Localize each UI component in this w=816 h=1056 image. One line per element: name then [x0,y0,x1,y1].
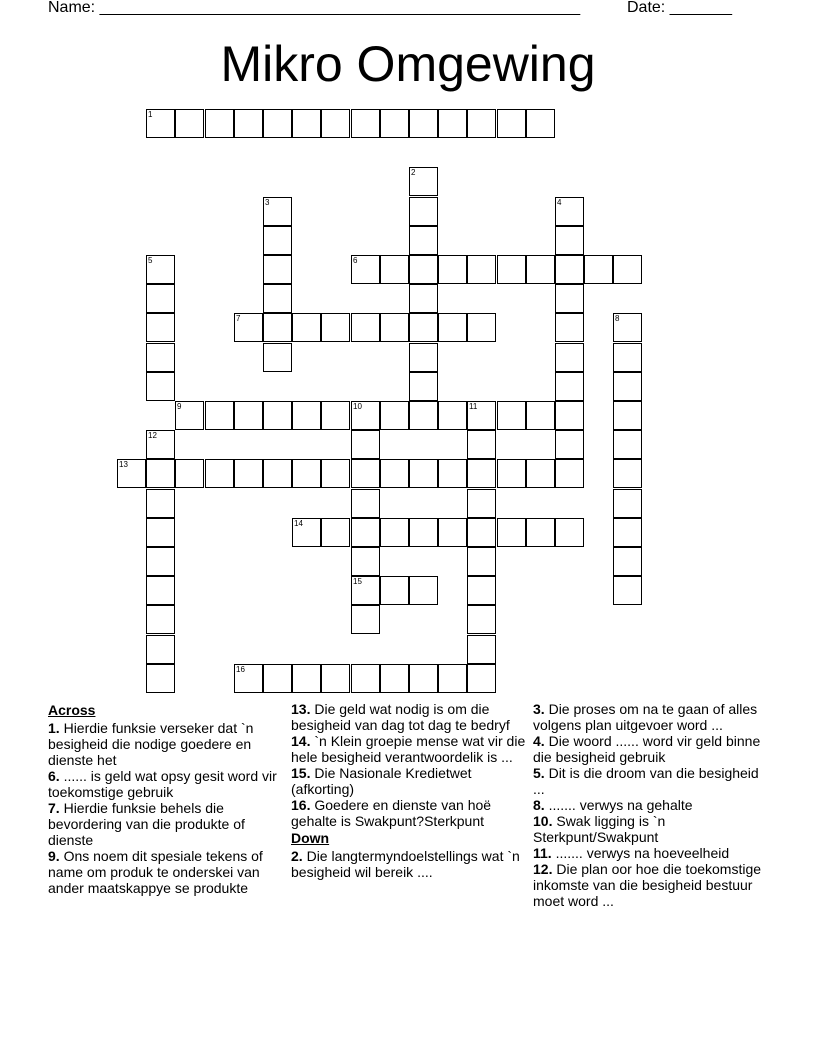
grid-cell[interactable] [613,547,642,576]
grid-cell[interactable] [438,664,467,693]
grid-cell[interactable] [175,459,204,488]
grid-cell[interactable] [467,635,496,664]
grid-cell[interactable] [380,313,409,342]
grid-cell[interactable] [292,401,321,430]
grid-cell[interactable] [613,313,642,342]
grid-cell[interactable] [409,401,438,430]
grid-cell[interactable] [146,372,175,401]
grid-cell[interactable] [234,109,263,138]
grid-cell[interactable] [467,489,496,518]
grid-cell[interactable] [438,401,467,430]
grid-cell[interactable] [409,664,438,693]
clue-number: 14 [294,519,303,528]
grid-cell[interactable] [555,430,584,459]
grid-cell[interactable] [409,313,438,342]
grid-cell[interactable] [175,109,204,138]
clue-across-13: 13. Die geld wat nodig is om die besigheid van dag tot dag te bedryf [291,701,510,733]
clue-number: 16 [236,665,245,674]
puzzle-title: Mikro Omgewing [220,36,596,92]
clue-down-10: 10. Swak ligging is `n Sterkpunt/Swakpunt [533,813,666,845]
grid-cell[interactable] [555,313,584,342]
grid-cell[interactable] [351,459,380,488]
grid-cell[interactable] [146,489,175,518]
clue-down-12: 12. Die plan oor hoe die toekomstige inkomste van die besigheid bestuur moet word ... [533,861,762,909]
grid-cell[interactable] [380,255,409,284]
grid-cell[interactable] [613,343,642,372]
grid-cell[interactable] [584,255,613,284]
grid-cell[interactable] [555,343,584,372]
grid-cell[interactable] [467,459,496,488]
grid-cell[interactable] [351,401,380,430]
down-heading: Down [291,830,330,846]
grid-cell[interactable] [555,197,584,226]
grid-cell[interactable] [467,547,496,576]
grid-cell[interactable] [351,313,380,342]
grid-cell[interactable] [351,489,380,518]
grid-cell[interactable] [409,343,438,372]
grid-cell[interactable] [380,576,409,605]
clue-number: 5 [148,256,153,265]
grid-cell[interactable] [146,518,175,547]
grid-cell[interactable] [555,226,584,255]
grid-cell[interactable] [467,401,496,430]
grid-cell[interactable] [409,167,438,196]
grid-cell[interactable] [263,401,292,430]
grid-cell[interactable] [175,401,204,430]
grid-cell[interactable] [351,576,380,605]
clue-down-3: 3. Die proses om na te gaan of alles volgens plan uitgevoer word ... [533,701,758,733]
grid-cell[interactable] [409,372,438,401]
grid-cell[interactable] [321,313,350,342]
grid-cell[interactable] [409,197,438,226]
grid-cell[interactable] [526,109,555,138]
grid-cell[interactable] [467,109,496,138]
grid-cell[interactable] [467,664,496,693]
grid-cell[interactable] [351,430,380,459]
grid-cell[interactable] [351,255,380,284]
clue-across-9: 9. Ons noem dit spesiale tekens of name om produk te onderskei van ander maatskappye se produkte [48,848,263,896]
clue-across-16: 16. Goedere en dienste van hoë gehalte is Swakpunt?Sterkpunt [291,797,492,829]
grid-cell[interactable] [351,547,380,576]
grid-cell[interactable] [292,518,321,547]
grid-cell[interactable] [234,313,263,342]
grid-cell[interactable] [409,576,438,605]
clue-number: 15 [353,577,362,586]
grid-cell[interactable] [146,343,175,372]
clue-down-2: 2. Die langtermyndoelstellings wat `n besigheid wil bereik .... [291,848,520,880]
grid-cell[interactable] [351,518,380,547]
grid-cell[interactable] [263,459,292,488]
grid-cell[interactable] [146,459,175,488]
grid-cell[interactable] [409,284,438,313]
grid-cell[interactable] [321,518,350,547]
grid-cell[interactable] [438,313,467,342]
grid-cell[interactable] [321,401,350,430]
grid-cell[interactable] [409,459,438,488]
clue-number: 3 [265,198,270,207]
grid-cell[interactable] [234,664,263,693]
grid-cell[interactable] [497,459,526,488]
grid-cell[interactable] [146,547,175,576]
clue-number: 1 [148,110,153,119]
grid-cell[interactable] [613,459,642,488]
grid-cell[interactable] [234,401,263,430]
grid-cell[interactable] [555,372,584,401]
grid-cell[interactable] [467,430,496,459]
grid-cell[interactable] [409,518,438,547]
clue-number: 8 [615,314,620,323]
grid-cell[interactable] [526,459,555,488]
grid-cell[interactable] [380,459,409,488]
clue-down-4: 4. Die woord ...... word vir geld binne die besigheid gebruik [533,733,761,765]
clues-column-2 [291,701,527,880]
grid-cell[interactable] [613,489,642,518]
grid-cell[interactable] [613,401,642,430]
grid-cell[interactable] [146,109,175,138]
grid-cell[interactable] [613,372,642,401]
grid-cell[interactable] [380,401,409,430]
clue-down-5: 5. Dit is die droom van die besigheid ... [533,765,759,797]
clue-down-11: 11. ....... verwys na hoeveelheid [533,845,730,861]
grid-cell[interactable] [438,109,467,138]
grid-cell[interactable] [263,284,292,313]
grid-cell[interactable] [146,635,175,664]
grid-cell[interactable] [263,197,292,226]
grid-cell[interactable] [321,109,350,138]
clues-column-3 [533,701,769,909]
clue-across-7: 7. Hierdie funksie behels die bevordering van die produkte of dienste [48,800,245,848]
clues-column-1 [48,701,288,896]
grid-cell[interactable] [467,518,496,547]
grid-cell[interactable] [117,459,146,488]
grid-cell[interactable] [438,255,467,284]
clue-across-6: 6. ...... is geld wat opsy gesit word vir toekomstige gebruik [48,768,277,800]
clue-number: 2 [411,168,416,177]
grid-cell[interactable] [351,605,380,634]
grid-cell[interactable] [497,518,526,547]
clue-number: 10 [353,402,362,411]
clue-across-15: 15. Die Nasionale Kredietwet (afkorting) [291,765,472,797]
clue-number: 12 [148,431,157,440]
grid-cell[interactable] [555,459,584,488]
grid-cell[interactable] [263,109,292,138]
grid-cell[interactable] [613,430,642,459]
grid-cell[interactable] [263,226,292,255]
grid-cell[interactable] [555,518,584,547]
clue-across-14: 14. `n Klein groepie mense wat vir die hele besigheid verantwoordelik is ... [291,733,526,765]
grid-cell[interactable] [613,576,642,605]
grid-cell[interactable] [467,313,496,342]
grid-cell[interactable] [526,518,555,547]
grid-cell[interactable] [380,664,409,693]
grid-cell[interactable] [351,664,380,693]
grid-cell[interactable] [146,605,175,634]
grid-cell[interactable] [234,459,263,488]
grid-cell[interactable] [555,255,584,284]
grid-cell[interactable] [409,109,438,138]
grid-cell[interactable] [380,518,409,547]
grid-cell[interactable] [526,255,555,284]
grid-cell[interactable] [613,518,642,547]
grid-cell[interactable] [146,255,175,284]
grid-cell[interactable] [526,401,555,430]
clue-number: 7 [236,314,241,323]
grid-cell[interactable] [380,109,409,138]
across-heading: Across [48,702,96,718]
clue-number: 13 [119,460,128,469]
name-field-line: Name: ______________________________________________________ [48,0,581,16]
grid-cell[interactable] [409,226,438,255]
grid-cell[interactable] [205,109,234,138]
grid-cell[interactable] [146,284,175,313]
grid-cell[interactable] [438,518,467,547]
clue-number: 9 [177,402,182,411]
clue-number: 6 [353,256,358,265]
grid-cell[interactable] [555,284,584,313]
grid-cell[interactable] [321,459,350,488]
grid-cell[interactable] [146,313,175,342]
grid-cell[interactable] [497,109,526,138]
grid-cell[interactable] [205,459,234,488]
grid-cell[interactable] [205,401,234,430]
grid-cell[interactable] [613,255,642,284]
grid-cell[interactable] [146,576,175,605]
grid-cell[interactable] [497,255,526,284]
grid-cell[interactable] [467,255,496,284]
grid-cell[interactable] [321,664,350,693]
clue-down-8: 8. ....... verwys na gehalte [533,797,693,813]
grid-cell[interactable] [146,664,175,693]
grid-cell[interactable] [351,109,380,138]
grid-cell[interactable] [146,430,175,459]
grid-cell[interactable] [292,313,321,342]
date-field-line: Date: _______ [627,0,732,16]
grid-cell[interactable] [292,109,321,138]
grid-cell[interactable] [263,255,292,284]
grid-cell[interactable] [555,401,584,430]
grid-cell[interactable] [467,605,496,634]
clue-number: 11 [469,402,478,411]
grid-cell[interactable] [409,255,438,284]
grid-cell[interactable] [263,664,292,693]
clue-number: 4 [557,198,562,207]
grid-cell[interactable] [292,459,321,488]
grid-cell[interactable] [263,343,292,372]
grid-cell[interactable] [292,664,321,693]
grid-cell[interactable] [497,401,526,430]
grid-cell[interactable] [263,313,292,342]
grid-cell[interactable] [438,459,467,488]
grid-cell[interactable] [467,576,496,605]
clue-across-1: 1. Hierdie funksie verseker dat `n besigheid die nodige goedere en dienste het [48,720,254,768]
